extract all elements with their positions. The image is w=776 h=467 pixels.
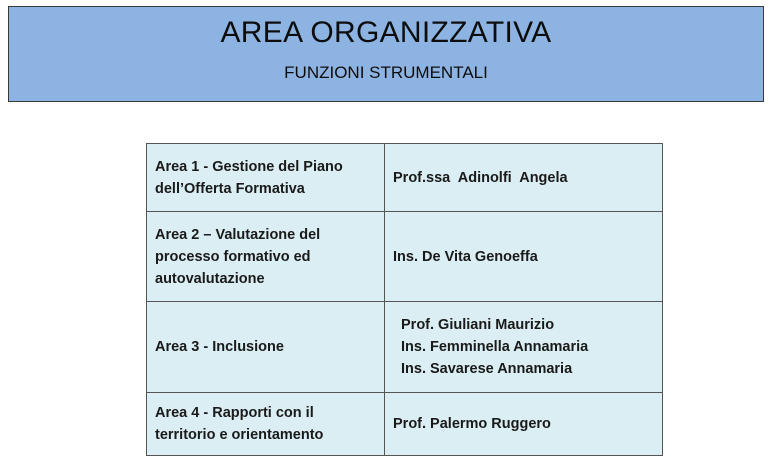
person-name: Prof. Palermo Ruggero [393,416,551,432]
page-subtitle: FUNZIONI STRUMENTALI [284,63,488,82]
functions-table [146,143,663,456]
person-name: Prof. Giuliani Maurizio [401,317,555,333]
person-name: Ins. Femminella Annamaria [401,339,589,355]
person-name: Ins. Savarese Annamaria [401,361,573,377]
table-row [147,212,663,302]
person-name: Ins. De Vita Genoeffa [393,248,538,265]
person-cell [385,144,663,212]
table-row [147,144,663,212]
person-name: Prof.ssa Adinolfi Angela [393,169,568,186]
person-list [393,314,656,380]
table-row [147,393,663,456]
area-label: Area 1 - Gestione del Piano dell’Offerta Formativa [155,158,343,197]
area-cell [147,212,385,302]
title-banner [8,6,764,102]
person-cell [385,393,663,456]
area-label: Area 3 - Inclusione [155,339,284,355]
person-cell [385,212,663,302]
area-cell [147,393,385,456]
area-cell [147,302,385,393]
person-cell [385,302,663,393]
area-label: Area 4 - Rapporti con il territorio e orientamento [155,405,324,443]
table-row [147,302,663,393]
page-title: AREA ORGANIZZATIVA [220,16,552,49]
area-cell [147,144,385,212]
area-label: Area 2 – Valutazione del processo formativo ed autovalutazione [155,226,321,287]
functions-table-container [146,143,662,456]
